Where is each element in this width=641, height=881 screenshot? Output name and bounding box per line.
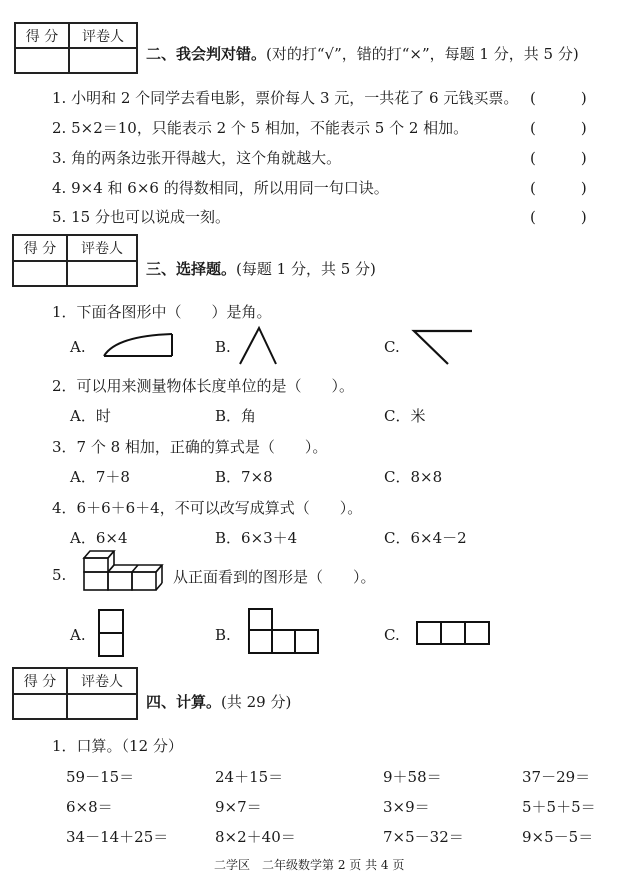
item-text: 小明和 2 个同学去看电影，票价每人 3 元，一共花了 6 元钱买票。 [71,89,519,107]
item-num: 2. [52,119,67,137]
calc-r1c4[interactable]: 37－29＝ [522,768,591,786]
choice-q1-text: 1．下面各图形中（ ）是角。 [52,303,272,321]
q1-option-a-label[interactable]: A. [70,338,86,356]
calc-r3c4[interactable]: 9×5－5＝ [522,828,594,846]
item-text: 9×4 和 6×6 的得数相同，所以用同一句口诀。 [71,179,389,197]
q1-option-a-figure [102,332,174,358]
q4-option-a[interactable]: A．6×4 [70,529,128,547]
grader-cell[interactable] [67,261,137,287]
grader-label: 评卷人 [67,668,137,694]
sec2-heading [146,43,579,64]
judge-item-1 [52,87,518,108]
score-cell[interactable] [15,48,69,73]
item-text: 角的两条边张开得越大，这个角就越大。 [71,149,342,167]
score-box-sec4 [12,667,138,720]
sec4-sub1: 1．口算。（12 分） [52,737,183,755]
sec2-title: 二、我会判对错。 [146,45,267,63]
score-box-sec2 [14,22,138,74]
calc-r3c1[interactable]: 34－14＋25＝ [66,828,169,846]
choice-q5-text: 从正面看到的图形是（ ）。 [173,568,376,586]
sec3-note: (每题 1 分，共 5 分) [236,260,376,278]
q4-option-c[interactable]: C．6×4－2 [384,529,467,547]
calc-r2c1[interactable]: 6×8＝ [66,798,113,816]
q5-option-b-label[interactable]: B. [215,626,231,644]
choice-q3-text: 3．7 个 8 相加，正确的算式是（ ）。 [52,438,328,456]
q5-option-c-figure [415,620,491,646]
calc-r1c1[interactable]: 59－15＝ [66,768,135,786]
q3-option-b[interactable]: B．7×8 [215,468,273,486]
item-num: 4. [52,179,67,197]
score-box-sec3 [12,234,138,287]
grader-cell[interactable] [69,48,137,73]
q2-option-c[interactable]: C．米 [384,407,426,425]
sec3-title: 三、选择题。 [146,260,237,278]
judge-item-5 [52,206,230,227]
score-cell[interactable] [13,261,67,287]
answer-paren-2[interactable]: ( ) [530,119,587,137]
score-label: 得 分 [15,23,69,48]
q5-option-c-label[interactable]: C. [384,626,400,644]
q1-option-b-figure [238,326,278,366]
calc-r2c2[interactable]: 9×7＝ [215,798,262,816]
choice-q2-text: 2．可以用来测量物体长度单位的是（ ）。 [52,377,355,395]
sec2-note: (对的打“√”，错的打“×”，每题 1 分，共 5 分) [266,45,579,63]
item-num: 5. [52,208,67,226]
calc-r3c2[interactable]: 8×2＋40＝ [215,828,296,846]
q5-option-a-label[interactable]: A. [70,626,86,644]
page-footer: 二学区 二年级数学第 2 页 共 4 页 [214,858,405,872]
item-text: 15 分也可以说成一刻。 [71,208,230,226]
answer-paren-5[interactable]: ( ) [530,208,587,226]
sec3-heading [146,258,376,279]
q1-option-b-label[interactable]: B. [215,338,231,356]
calc-r1c3[interactable]: 9＋58＝ [383,768,442,786]
judge-item-3 [52,147,341,168]
answer-paren-4[interactable]: ( ) [530,179,587,197]
q5-option-a-figure [97,608,125,658]
choice-q4-text: 4．6＋6＋6＋4，不可以改写成算式（ ）。 [52,499,363,517]
score-label: 得 分 [13,668,67,694]
score-label: 得 分 [13,235,67,261]
grader-label: 评卷人 [67,235,137,261]
answer-paren-3[interactable]: ( ) [530,149,587,167]
item-text: 5×2＝10，只能表示 2 个 5 相加，不能表示 5 个 2 相加。 [71,119,469,137]
item-num: 1. [52,89,67,107]
q3-option-a[interactable]: A．7＋8 [70,468,130,486]
judge-item-2 [52,117,468,138]
q2-option-a[interactable]: A．时 [70,407,111,425]
grader-label: 评卷人 [69,23,137,48]
q1-option-c-figure [410,328,474,366]
sec4-note: (共 29 分) [221,693,292,711]
q3-option-c[interactable]: C．8×8 [384,468,443,486]
sec4-heading [146,691,291,712]
q5-cube-figure [80,548,164,594]
calc-r1c2[interactable]: 24＋15＝ [215,768,284,786]
answer-paren-1[interactable]: ( ) [530,89,587,107]
q4-option-b[interactable]: B．6×3＋4 [215,529,298,547]
q1-option-c-label[interactable]: C. [384,338,400,356]
grader-cell[interactable] [67,694,137,720]
item-num: 3. [52,149,67,167]
q2-option-b[interactable]: B．角 [215,407,257,425]
score-cell[interactable] [13,694,67,720]
judge-item-4 [52,177,389,198]
calc-r2c4[interactable]: 5＋5＋5＝ [522,798,596,816]
calc-r3c3[interactable]: 7×5－32＝ [383,828,464,846]
calc-r2c3[interactable]: 3×9＝ [383,798,430,816]
choice-q5-num: 5. [52,566,67,584]
q5-option-b-figure [247,607,321,655]
sec4-title: 四、计算。 [146,693,222,711]
